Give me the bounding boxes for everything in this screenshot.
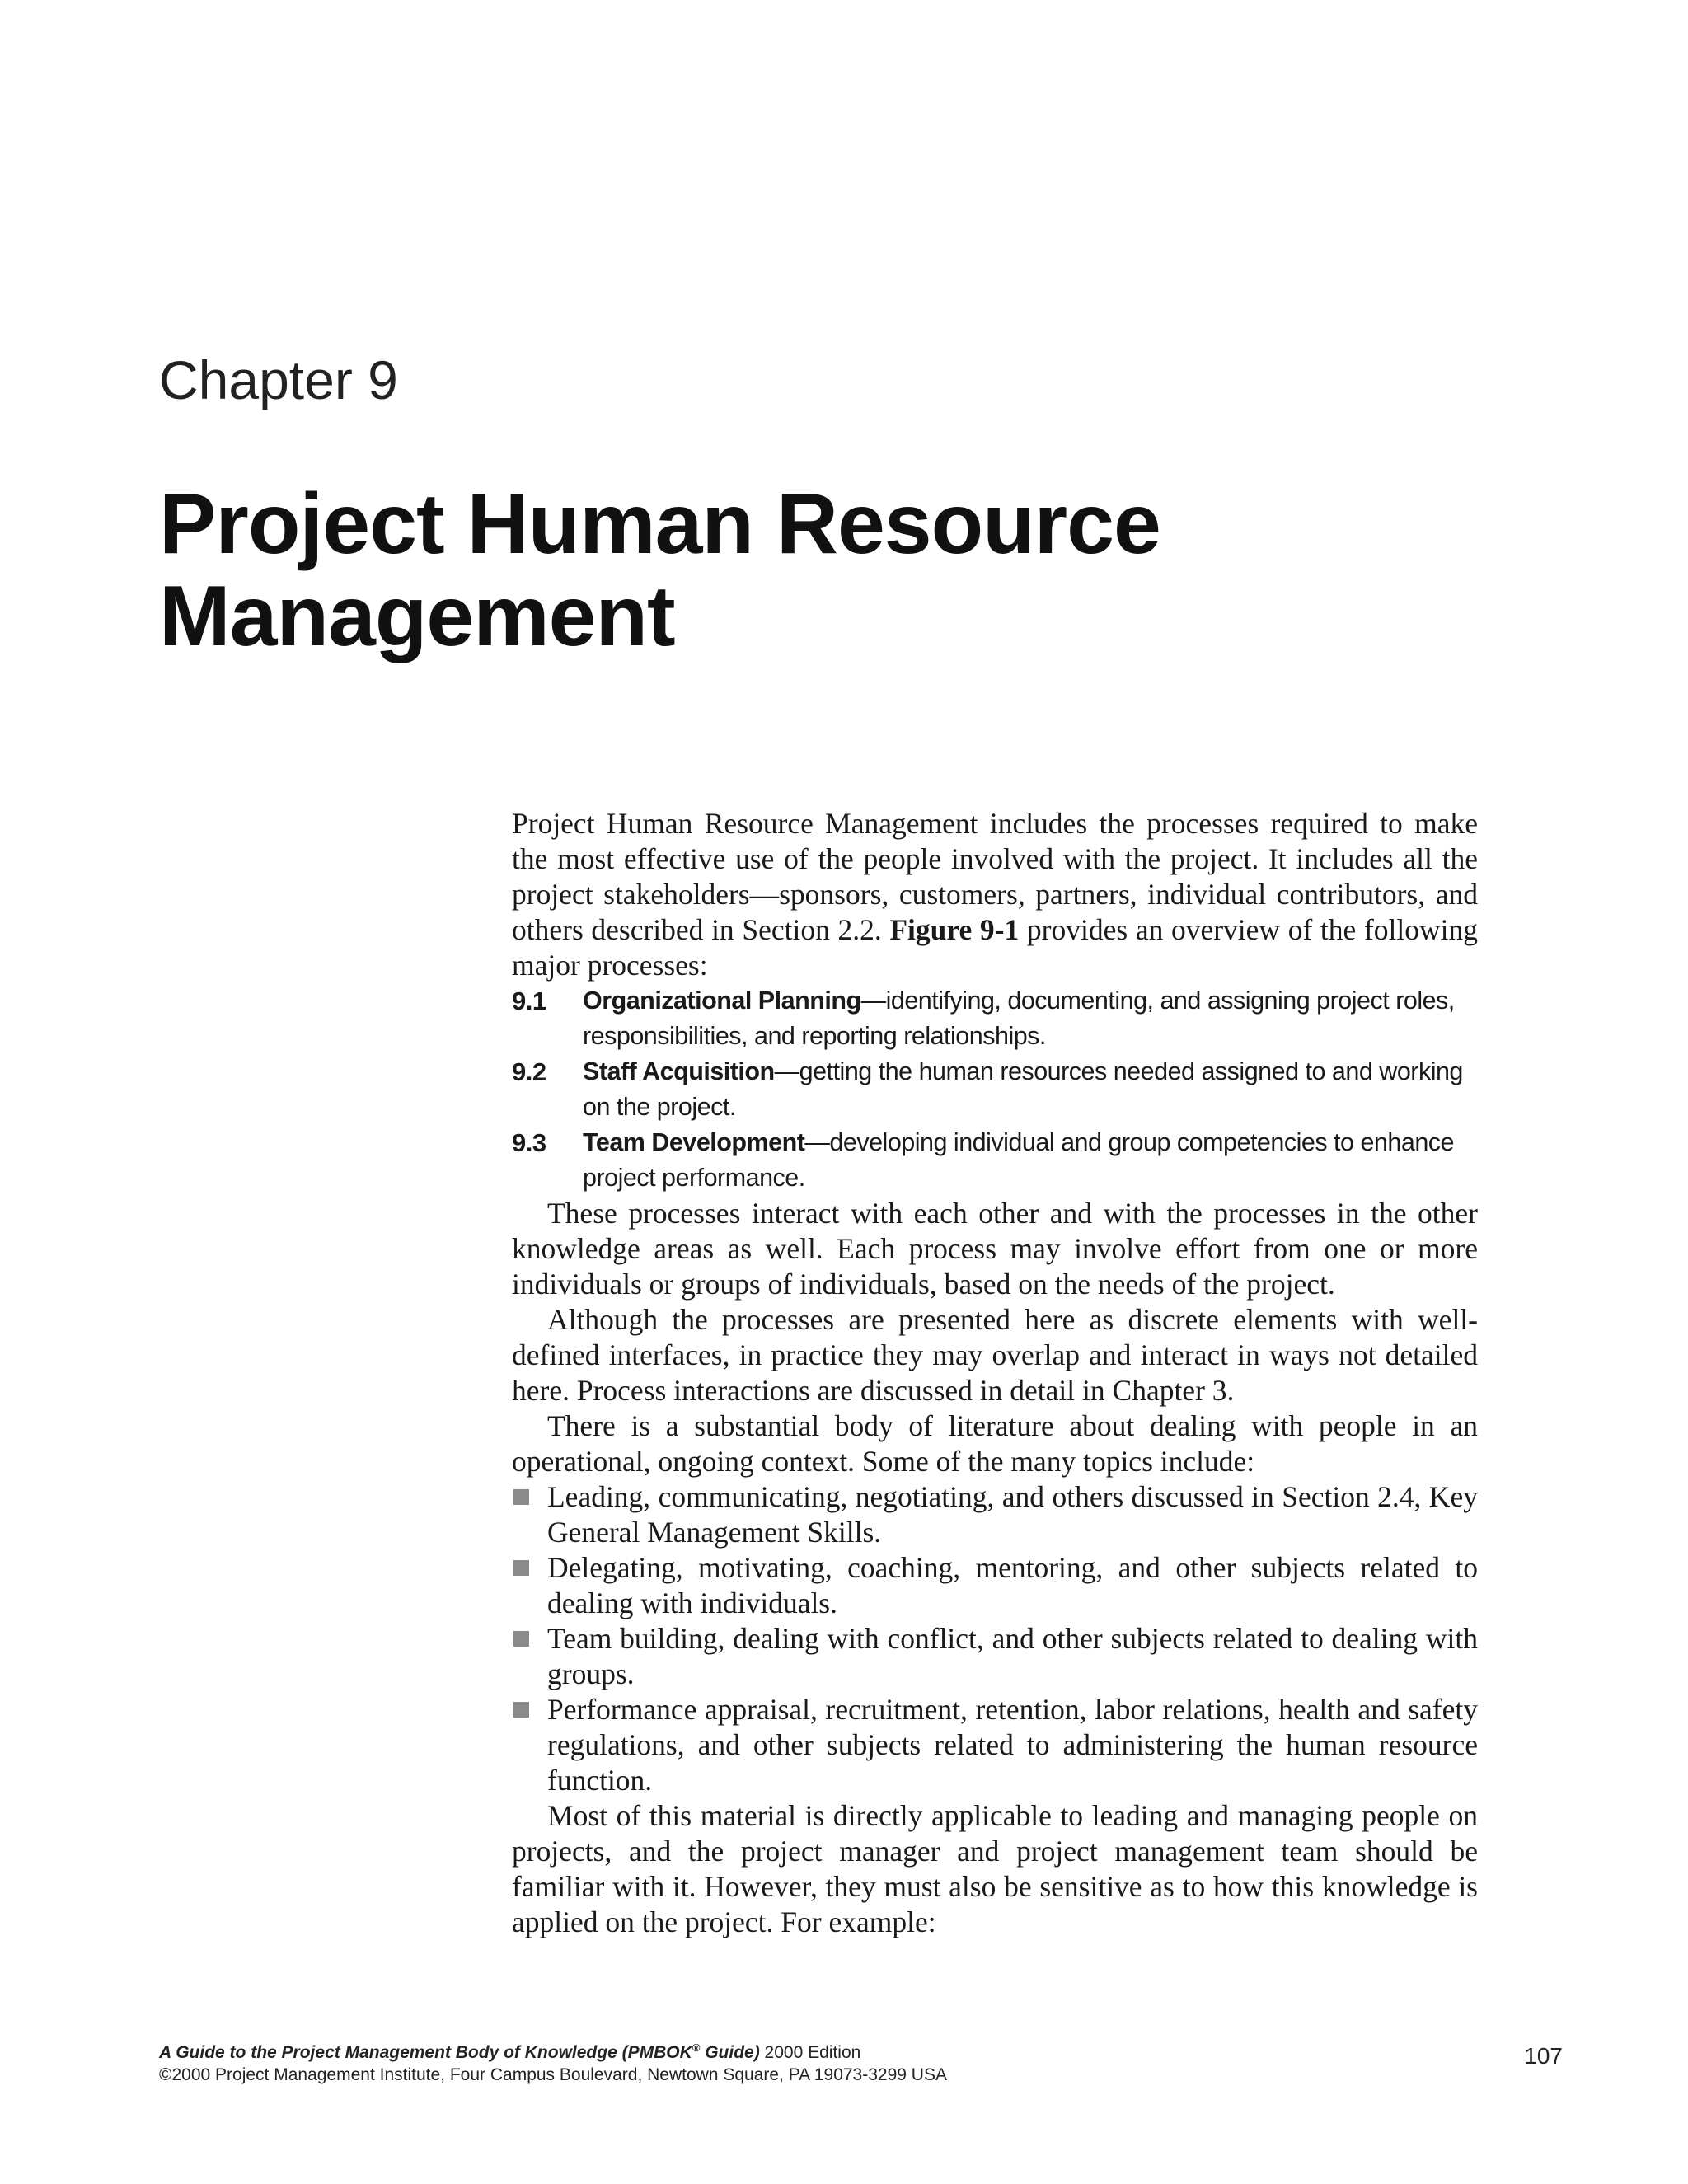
process-name: Organizational Planning [583, 987, 861, 1015]
figure-reference: Figure 9-1 [889, 913, 1020, 946]
footer-copyright: ©2000 Project Management Institute, Four Campus Boulevard, Newtown Square, PA 19073-3299 USA [159, 2065, 947, 2084]
process-description: —developing individual and group competencies to enhance project performance. [583, 1128, 1454, 1192]
process-item [512, 1125, 1478, 1196]
intro-text-after: provides an overview of the following major processes: [512, 913, 1478, 982]
interaction-paragraph: These processes interact with each other and with the processes in the other knowledge areas as well. Each process may involve effort from one or more individuals or groups of individuals, based on the needs of the project. [512, 1197, 1478, 1301]
process-item [512, 983, 1478, 1054]
topic-item [512, 1692, 1478, 1798]
footer-book-title-part-2: Guide) [700, 2043, 760, 2062]
topic-item [512, 1479, 1478, 1550]
registered-mark: ® [692, 2041, 701, 2054]
footer-book-line [159, 2036, 947, 2064]
process-description: —identifying, documenting, and assigning project roles, responsibilities, and reporting relationships. [583, 987, 1455, 1050]
topic-item [512, 1621, 1478, 1692]
footer-book-title-part-1: A Guide to the Project Management Body of Knowledge (PMBOK [159, 2043, 692, 2062]
topic-item [512, 1550, 1478, 1621]
topic-text: Delegating, motivating, coaching, mentoring, and other subjects related to dealing with individuals. [547, 1551, 1478, 1619]
chapter-label: Chapter 9 [159, 349, 398, 410]
topic-text: Team building, dealing with conflict, and other subjects related to dealing with groups. [547, 1622, 1478, 1690]
process-number: 9.1 [512, 987, 546, 1015]
page-footer [159, 2036, 947, 2086]
footer-edition: 2000 Edition [759, 2043, 861, 2062]
footer-book-title [159, 2043, 760, 2062]
chapter-title [159, 478, 1313, 663]
chapter-title-line-2: Management [159, 569, 675, 664]
process-number: 9.3 [512, 1128, 546, 1157]
intro-paragraph [512, 806, 1478, 983]
square-bullet-icon [513, 1702, 529, 1718]
square-bullet-icon [513, 1631, 529, 1647]
page-number: 107 [1524, 2043, 1563, 2069]
process-name: Staff Acquisition [583, 1057, 775, 1085]
body-text [512, 806, 1478, 1940]
process-item [512, 1054, 1478, 1125]
square-bullet-icon [513, 1560, 529, 1576]
chapter-title-line-1: Project Human Resource [159, 476, 1160, 572]
literature-paragraph: There is a substantial body of literature about dealing with people in an operational, ongoing context. Some of the many topics include: [512, 1409, 1478, 1478]
topic-text: Leading, communicating, negotiating, and others discussed in Section 2.4, Key General Management Skills. [547, 1480, 1478, 1549]
process-list [512, 983, 1478, 1196]
process-description: —getting the human resources needed assigned to and working on the project. [583, 1057, 1463, 1121]
applicable-paragraph: Most of this material is directly applicable to leading and managing people on projects, and the project manager and project management team should be familiar with it. However, they must also be sensitive as to how this knowledge is applied on the project. For example: [512, 1799, 1478, 1938]
topic-list [512, 1479, 1478, 1798]
square-bullet-icon [513, 1489, 529, 1505]
process-number: 9.2 [512, 1057, 546, 1086]
topic-text: Performance appraisal, recruitment, retention, labor relations, health and safety regulations, and other subjects related to administering the human resource function. [547, 1693, 1478, 1797]
process-name: Team Development [583, 1128, 805, 1156]
discrete-paragraph: Although the processes are presented here as discrete elements with well-defined interfaces, in practice they may overlap and interact in ways not detailed here. Process interactions are discussed in detail in Chapter 3. [512, 1303, 1478, 1407]
intro-text-before: Project Human Resource Management includes the processes required to make the most effective use of the people involved with the project. It includes all the project stakeholders—sponsors, customers, partners, individual contributors, and others described in Section 2.2. [512, 807, 1478, 946]
